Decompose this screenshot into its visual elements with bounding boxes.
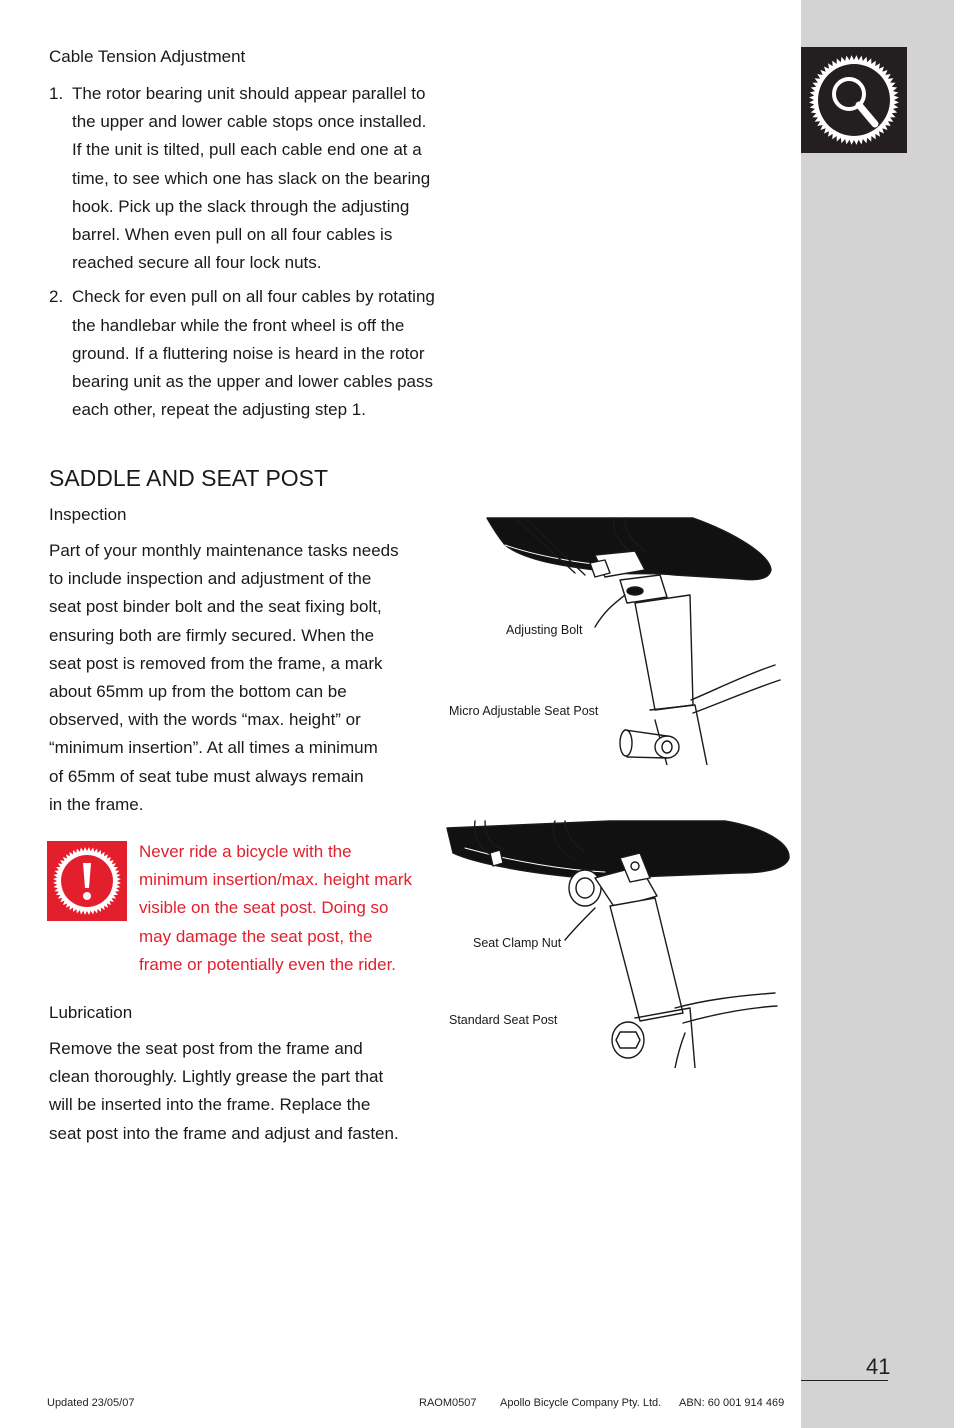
exclamation-gear-icon: [47, 841, 127, 921]
step-line: Check for even pull on all four cables by rotating: [72, 287, 435, 307]
micro-seat-post-label: Micro Adjustable Seat Post: [449, 704, 599, 718]
step-line: each other, repeat the adjusting step 1.: [72, 400, 366, 420]
section-tab: [801, 47, 907, 153]
paragraph-line: seat post binder bolt and the seat fixing bolt,: [49, 597, 382, 617]
standard-seat-post-figure: [445, 818, 795, 1068]
step-line: barrel. When even pull on all four cables is: [72, 225, 393, 245]
paragraph-line: about 65mm up from the bottom can be: [49, 682, 347, 702]
footer-abn: ABN: 60 001 914 469: [679, 1397, 785, 1409]
page-number-rule: [801, 1380, 888, 1381]
paragraph-line: seat post is removed from the frame, a mark: [49, 653, 383, 673]
cable-tension-heading: Cable Tension Adjustment: [49, 47, 246, 66]
page-number: 41: [866, 1354, 891, 1379]
step-line: The rotor bearing unit should appear parallel to: [72, 84, 426, 103]
footer-code: RAOM0507: [419, 1397, 477, 1409]
paragraph-line: observed, with the words “max. height” or: [49, 710, 361, 730]
micro-seat-post-figure: [445, 515, 795, 765]
warning-line: Never ride a bicycle with the: [139, 842, 352, 861]
step-line: ground. If a fluttering noise is heard in the rotor: [72, 343, 425, 363]
step-item: [49, 283, 479, 424]
standard-seat-post-label: Standard Seat Post: [449, 1013, 558, 1027]
paragraph-line: Remove the seat post from the frame and: [49, 1039, 363, 1058]
step-line: time, to see which one has slack on the bearing: [72, 168, 431, 188]
cable-tension-steps: [49, 80, 479, 430]
paragraph-line: Part of your monthly maintenance tasks needs: [49, 541, 399, 560]
micro-seat-post-drawing: [445, 515, 795, 765]
warning-line: frame or potentially even the rider.: [139, 954, 397, 974]
magnifier-gear-icon: [801, 47, 907, 153]
inspection-paragraph: [49, 537, 399, 819]
step-line: reached secure all four lock nuts.: [72, 253, 322, 273]
warning-badge: [47, 841, 127, 921]
paragraph-line: ensuring both are firmly secured. When the: [49, 625, 375, 645]
paragraph-line: to include inspection and adjustment of the: [49, 569, 372, 589]
warning-line: visible on the seat post. Doing so: [139, 898, 389, 918]
lubrication-paragraph: [49, 1035, 399, 1148]
warning-line: may damage the seat post, the: [139, 926, 373, 946]
inspection-heading: Inspection: [49, 505, 127, 524]
step-line: the handlebar while the front wheel is off the: [72, 315, 405, 335]
paragraph-line: seat post into the frame and adjust and fasten.: [49, 1123, 399, 1143]
footer-updated: Updated 23/05/07: [47, 1397, 135, 1409]
saddle-section-title: SADDLE AND SEAT POST: [49, 465, 329, 491]
step-line: hook. Pick up the slack through the adjusting: [72, 196, 410, 216]
step-number: 2.: [49, 287, 64, 307]
paragraph-line: of 65mm of seat tube must always remain: [49, 766, 364, 786]
adjusting-bolt-label: Adjusting Bolt: [506, 623, 583, 637]
warning-text: [139, 838, 412, 979]
step-line: If the unit is tilted, pull each cable end one at a: [72, 140, 422, 160]
step-line: bearing unit as the upper and lower cables pass: [72, 372, 434, 392]
paragraph-line: clean thoroughly. Lightly grease the part that: [49, 1067, 384, 1087]
paragraph-line: in the frame.: [49, 794, 144, 814]
paragraph-line: will be inserted into the frame. Replace the: [49, 1095, 371, 1115]
warning-line: minimum insertion/max. height mark: [139, 870, 413, 890]
lubrication-heading: Lubrication: [49, 1003, 133, 1022]
seat-clamp-nut-label: Seat Clamp Nut: [473, 936, 562, 950]
step-number: 1.: [49, 84, 64, 103]
footer-company: Apollo Bicycle Company Pty. Ltd.: [500, 1397, 662, 1409]
step-item: [49, 80, 479, 277]
sidebar-strip: [801, 0, 954, 1428]
paragraph-line: “minimum insertion”. At all times a minimum: [49, 738, 378, 758]
step-line: the upper and lower cable stops once installed.: [72, 112, 427, 132]
